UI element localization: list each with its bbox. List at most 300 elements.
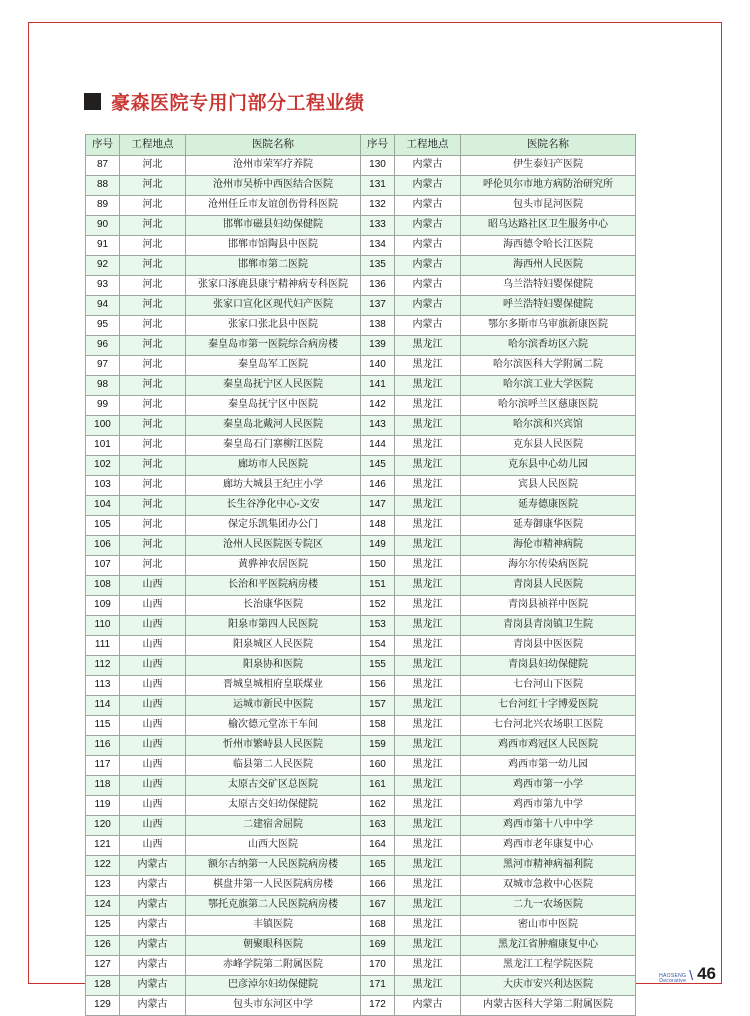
cell-no-left: 91 <box>86 236 120 256</box>
cell-no-right: 132 <box>361 196 395 216</box>
cell-no-right: 156 <box>361 676 395 696</box>
cell-location-left: 内蒙古 <box>120 856 186 876</box>
cell-location-right: 黑龙江 <box>395 716 461 736</box>
cell-location-left: 山西 <box>120 576 186 596</box>
cell-location-right: 黑龙江 <box>395 796 461 816</box>
footer-brand-line2: Decorative <box>659 978 687 984</box>
cell-location-left: 河北 <box>120 536 186 556</box>
cell-no-right: 137 <box>361 296 395 316</box>
cell-no-left: 118 <box>86 776 120 796</box>
cell-no-right: 151 <box>361 576 395 596</box>
cell-hospital-left: 阳泉市第四人民医院 <box>186 616 361 636</box>
cell-location-right: 黑龙江 <box>395 436 461 456</box>
cell-location-left: 内蒙古 <box>120 996 186 1016</box>
table-row <box>86 456 636 476</box>
footer-slash: \ <box>689 967 694 983</box>
cell-location-right: 黑龙江 <box>395 556 461 576</box>
cell-hospital-right: 青岗县中医医院 <box>461 636 636 656</box>
cell-location-left: 河北 <box>120 476 186 496</box>
cell-no-right: 154 <box>361 636 395 656</box>
cell-location-left: 河北 <box>120 356 186 376</box>
cell-no-right: 144 <box>361 436 395 456</box>
cell-location-left: 河北 <box>120 556 186 576</box>
table-row <box>86 236 636 256</box>
table-row <box>86 916 636 936</box>
cell-hospital-left: 张家口张北县中医院 <box>186 316 361 336</box>
cell-hospital-right: 哈尔滨和兴宾馆 <box>461 416 636 436</box>
cell-location-right: 黑龙江 <box>395 956 461 976</box>
cell-location-left: 内蒙古 <box>120 936 186 956</box>
table-row <box>86 216 636 236</box>
cell-no-left: 102 <box>86 456 120 476</box>
cell-location-right: 黑龙江 <box>395 376 461 396</box>
cell-location-right: 黑龙江 <box>395 576 461 596</box>
cell-location-left: 内蒙古 <box>120 896 186 916</box>
column-header-hospital-right: 医院名称 <box>461 135 636 156</box>
cell-hospital-left: 秦皇岛石门寨柳江医院 <box>186 436 361 456</box>
cell-hospital-left: 赤峰学院第二附属医院 <box>186 956 361 976</box>
cell-location-left: 山西 <box>120 816 186 836</box>
table-row <box>86 936 636 956</box>
cell-hospital-right: 包头市昆河医院 <box>461 196 636 216</box>
cell-location-left: 河北 <box>120 516 186 536</box>
cell-no-left: 128 <box>86 976 120 996</box>
cell-hospital-left: 廊坊市人民医院 <box>186 456 361 476</box>
cell-hospital-left: 邯郸市馆陶县中医院 <box>186 236 361 256</box>
cell-location-right: 黑龙江 <box>395 896 461 916</box>
cell-hospital-right: 海西德令哈长江医院 <box>461 236 636 256</box>
cell-hospital-right: 乌兰浩特妇婴保健院 <box>461 276 636 296</box>
cell-hospital-left: 山西大医院 <box>186 836 361 856</box>
cell-location-left: 河北 <box>120 256 186 276</box>
cell-location-left: 内蒙古 <box>120 916 186 936</box>
cell-no-right: 152 <box>361 596 395 616</box>
cell-location-right: 内蒙古 <box>395 256 461 276</box>
cell-no-left: 112 <box>86 656 120 676</box>
cell-no-right: 131 <box>361 176 395 196</box>
cell-no-right: 158 <box>361 716 395 736</box>
cell-no-left: 115 <box>86 716 120 736</box>
cell-location-right: 黑龙江 <box>395 936 461 956</box>
cell-no-right: 153 <box>361 616 395 636</box>
cell-no-left: 129 <box>86 996 120 1016</box>
cell-no-left: 109 <box>86 596 120 616</box>
cell-no-left: 121 <box>86 836 120 856</box>
cell-hospital-left: 秦皇岛军工医院 <box>186 356 361 376</box>
cell-no-left: 105 <box>86 516 120 536</box>
cell-hospital-right: 鸡西市鸡冠区人民医院 <box>461 736 636 756</box>
cell-location-right: 内蒙古 <box>395 196 461 216</box>
cell-no-left: 117 <box>86 756 120 776</box>
cell-location-left: 山西 <box>120 636 186 656</box>
cell-no-left: 94 <box>86 296 120 316</box>
table-row <box>86 596 636 616</box>
cell-hospital-left: 长治和平医院病房楼 <box>186 576 361 596</box>
cell-location-left: 山西 <box>120 656 186 676</box>
cell-location-left: 河北 <box>120 376 186 396</box>
table-row <box>86 996 636 1016</box>
cell-no-left: 101 <box>86 436 120 456</box>
cell-no-right: 155 <box>361 656 395 676</box>
cell-no-right: 157 <box>361 696 395 716</box>
table-row <box>86 736 636 756</box>
cell-location-left: 河北 <box>120 396 186 416</box>
cell-hospital-right: 哈尔滨香坊区六院 <box>461 336 636 356</box>
cell-location-right: 黑龙江 <box>395 856 461 876</box>
cell-hospital-left: 巴彦淖尔妇幼保健院 <box>186 976 361 996</box>
table-row <box>86 276 636 296</box>
cell-location-left: 内蒙古 <box>120 956 186 976</box>
cell-no-left: 114 <box>86 696 120 716</box>
cell-no-right: 145 <box>361 456 395 476</box>
cell-location-left: 河北 <box>120 196 186 216</box>
cell-hospital-right: 黑龙江工程学院医院 <box>461 956 636 976</box>
column-header-no-right: 序号 <box>361 135 395 156</box>
cell-hospital-right: 宾县人民医院 <box>461 476 636 496</box>
table-row <box>86 376 636 396</box>
cell-location-right: 黑龙江 <box>395 496 461 516</box>
cell-location-right: 黑龙江 <box>395 356 461 376</box>
cell-hospital-right: 青岗县青岗镇卫生院 <box>461 616 636 636</box>
cell-hospital-left: 太原古交妇幼保健院 <box>186 796 361 816</box>
table-row <box>86 796 636 816</box>
cell-no-right: 142 <box>361 396 395 416</box>
table-row <box>86 176 636 196</box>
cell-hospital-right: 黑龙江省肿瘤康复中心 <box>461 936 636 956</box>
table-row <box>86 156 636 176</box>
cell-no-left: 96 <box>86 336 120 356</box>
cell-location-left: 山西 <box>120 716 186 736</box>
cell-no-right: 170 <box>361 956 395 976</box>
cell-no-left: 87 <box>86 156 120 176</box>
table-row <box>86 536 636 556</box>
cell-hospital-right: 哈尔滨工业大学医院 <box>461 376 636 396</box>
page-number: 46 <box>697 964 716 983</box>
cell-location-left: 河北 <box>120 276 186 296</box>
cell-hospital-right: 克东县中心幼儿园 <box>461 456 636 476</box>
cell-hospital-right: 呼伦贝尔市地方病防治研究所 <box>461 176 636 196</box>
cell-no-left: 107 <box>86 556 120 576</box>
cell-hospital-left: 阳泉协和医院 <box>186 656 361 676</box>
cell-hospital-left: 张家口宣化区现代妇产医院 <box>186 296 361 316</box>
cell-location-right: 黑龙江 <box>395 396 461 416</box>
cell-no-left: 126 <box>86 936 120 956</box>
cell-location-right: 黑龙江 <box>395 736 461 756</box>
cell-hospital-left: 运城市新民中医院 <box>186 696 361 716</box>
cell-hospital-right: 青岗县祯祥中医院 <box>461 596 636 616</box>
cell-no-right: 160 <box>361 756 395 776</box>
cell-no-right: 147 <box>361 496 395 516</box>
cell-location-left: 河北 <box>120 336 186 356</box>
cell-hospital-left: 榆次德元堂冻干车间 <box>186 716 361 736</box>
cell-location-right: 黑龙江 <box>395 776 461 796</box>
cell-location-right: 黑龙江 <box>395 836 461 856</box>
cell-no-left: 120 <box>86 816 120 836</box>
table-row <box>86 416 636 436</box>
table-row <box>86 636 636 656</box>
cell-hospital-left: 秦皇岛北戴河人民医院 <box>186 416 361 436</box>
cell-hospital-left: 黄骅神农居医院 <box>186 556 361 576</box>
cell-location-right: 内蒙古 <box>395 236 461 256</box>
cell-hospital-right: 大庆市安兴利达医院 <box>461 976 636 996</box>
cell-location-right: 黑龙江 <box>395 596 461 616</box>
cell-no-right: 143 <box>361 416 395 436</box>
cell-hospital-left: 二建宿舍屈院 <box>186 816 361 836</box>
cell-hospital-right: 二九一农场医院 <box>461 896 636 916</box>
table-row <box>86 476 636 496</box>
cell-location-right: 内蒙古 <box>395 176 461 196</box>
cell-hospital-right: 伊生泰妇产医院 <box>461 156 636 176</box>
cell-hospital-left: 额尔古纳第一人民医院病房楼 <box>186 856 361 876</box>
cell-no-left: 90 <box>86 216 120 236</box>
cell-no-right: 141 <box>361 376 395 396</box>
cell-location-left: 河北 <box>120 216 186 236</box>
cell-location-left: 内蒙古 <box>120 876 186 896</box>
cell-no-left: 106 <box>86 536 120 556</box>
cell-hospital-left: 沧州任丘市友谊创伤骨科医院 <box>186 196 361 216</box>
column-header-location-left: 工程地点 <box>120 135 186 156</box>
table-row <box>86 716 636 736</box>
cell-hospital-left: 沧州人民医院医专院区 <box>186 536 361 556</box>
cell-no-left: 122 <box>86 856 120 876</box>
column-header-no-left: 序号 <box>86 135 120 156</box>
cell-no-left: 95 <box>86 316 120 336</box>
cell-no-right: 140 <box>361 356 395 376</box>
table-row <box>86 696 636 716</box>
table-row <box>86 776 636 796</box>
cell-location-right: 内蒙古 <box>395 156 461 176</box>
cell-no-right: 162 <box>361 796 395 816</box>
cell-hospital-right: 密山市中医院 <box>461 916 636 936</box>
page-title <box>84 88 365 115</box>
cell-hospital-right: 黑河市精神病福利院 <box>461 856 636 876</box>
cell-location-left: 山西 <box>120 796 186 816</box>
cell-location-left: 河北 <box>120 296 186 316</box>
cell-no-right: 164 <box>361 836 395 856</box>
performance-table <box>85 134 636 1016</box>
table-row <box>86 756 636 776</box>
table-row <box>86 496 636 516</box>
table-row <box>86 516 636 536</box>
table-row <box>86 676 636 696</box>
cell-hospital-right: 青岗县妇幼保健院 <box>461 656 636 676</box>
cell-hospital-left: 包头市东河区中学 <box>186 996 361 1016</box>
cell-no-left: 93 <box>86 276 120 296</box>
cell-location-right: 黑龙江 <box>395 696 461 716</box>
cell-no-left: 104 <box>86 496 120 516</box>
cell-no-left: 92 <box>86 256 120 276</box>
cell-location-right: 黑龙江 <box>395 456 461 476</box>
cell-location-left: 山西 <box>120 676 186 696</box>
cell-no-right: 159 <box>361 736 395 756</box>
table-row <box>86 856 636 876</box>
cell-hospital-right: 海伦市精神病院 <box>461 536 636 556</box>
cell-no-right: 139 <box>361 336 395 356</box>
cell-hospital-right: 哈尔滨呼兰区慈康医院 <box>461 396 636 416</box>
cell-hospital-right: 昭乌达路社区卫生服务中心 <box>461 216 636 236</box>
cell-no-left: 124 <box>86 896 120 916</box>
cell-no-left: 89 <box>86 196 120 216</box>
cell-location-right: 黑龙江 <box>395 636 461 656</box>
table-row <box>86 616 636 636</box>
cell-hospital-left: 忻州市繁峙县人民医院 <box>186 736 361 756</box>
cell-no-left: 123 <box>86 876 120 896</box>
cell-location-left: 山西 <box>120 616 186 636</box>
cell-hospital-left: 邯郸市磁县妇幼保健院 <box>186 216 361 236</box>
cell-hospital-right: 克东县人民医院 <box>461 436 636 456</box>
cell-no-right: 167 <box>361 896 395 916</box>
cell-hospital-right: 海尔尔传染病医院 <box>461 556 636 576</box>
cell-location-right: 黑龙江 <box>395 916 461 936</box>
cell-hospital-right: 内蒙古医科大学第二附属医院 <box>461 996 636 1016</box>
cell-location-right: 内蒙古 <box>395 296 461 316</box>
cell-location-left: 山西 <box>120 736 186 756</box>
cell-hospital-left: 保定乐凯集团办公门 <box>186 516 361 536</box>
table-row <box>86 816 636 836</box>
cell-hospital-left: 沧州市吴桥中西医结合医院 <box>186 176 361 196</box>
cell-location-right: 黑龙江 <box>395 516 461 536</box>
cell-no-right: 146 <box>361 476 395 496</box>
cell-no-right: 165 <box>361 856 395 876</box>
cell-hospital-left: 廊坊大城县王纪庄小学 <box>186 476 361 496</box>
table-row <box>86 576 636 596</box>
cell-no-left: 108 <box>86 576 120 596</box>
table-row <box>86 436 636 456</box>
cell-no-left: 110 <box>86 616 120 636</box>
cell-hospital-right: 呼兰浩特妇婴保健院 <box>461 296 636 316</box>
cell-no-right: 169 <box>361 936 395 956</box>
table-row <box>86 316 636 336</box>
cell-location-left: 河北 <box>120 176 186 196</box>
cell-no-right: 161 <box>361 776 395 796</box>
cell-location-right: 黑龙江 <box>395 656 461 676</box>
cell-hospital-left: 晋城皇城相府皇联煤业 <box>186 676 361 696</box>
cell-location-left: 河北 <box>120 496 186 516</box>
cell-hospital-right: 鄂尔多斯市乌审旗新康医院 <box>461 316 636 336</box>
cell-no-left: 88 <box>86 176 120 196</box>
cell-hospital-left: 阳泉城区人民医院 <box>186 636 361 656</box>
cell-hospital-right: 双城市急救中心医院 <box>461 876 636 896</box>
cell-no-right: 148 <box>361 516 395 536</box>
cell-location-left: 山西 <box>120 776 186 796</box>
cell-no-left: 127 <box>86 956 120 976</box>
cell-no-left: 103 <box>86 476 120 496</box>
cell-hospital-left: 长生谷净化中心-文安 <box>186 496 361 516</box>
title-bullet-icon <box>84 93 101 110</box>
table-row <box>86 356 636 376</box>
cell-no-right: 133 <box>361 216 395 236</box>
cell-no-right: 172 <box>361 996 395 1016</box>
table-row <box>86 336 636 356</box>
table-row <box>86 896 636 916</box>
table-row <box>86 396 636 416</box>
cell-no-right: 130 <box>361 156 395 176</box>
column-header-location-right: 工程地点 <box>395 135 461 156</box>
cell-no-left: 100 <box>86 416 120 436</box>
cell-hospital-right: 青岗县人民医院 <box>461 576 636 596</box>
cell-no-left: 99 <box>86 396 120 416</box>
table-row <box>86 876 636 896</box>
cell-no-right: 166 <box>361 876 395 896</box>
cell-location-right: 黑龙江 <box>395 756 461 776</box>
cell-location-left: 山西 <box>120 596 186 616</box>
cell-hospital-right: 鸡西市第十八中中学 <box>461 816 636 836</box>
cell-location-right: 黑龙江 <box>395 676 461 696</box>
page-title-text: 豪森医院专用门部分工程业绩 <box>111 93 365 114</box>
column-header-hospital-left: 医院名称 <box>186 135 361 156</box>
cell-location-right: 内蒙古 <box>395 216 461 236</box>
cell-location-right: 黑龙江 <box>395 816 461 836</box>
cell-no-right: 136 <box>361 276 395 296</box>
cell-hospital-left: 邯郸市第二医院 <box>186 256 361 276</box>
table-row <box>86 296 636 316</box>
cell-location-left: 河北 <box>120 456 186 476</box>
cell-no-right: 149 <box>361 536 395 556</box>
cell-hospital-left: 鄂托克旗第二人民医院病房楼 <box>186 896 361 916</box>
cell-hospital-right: 鸡西市第九中学 <box>461 796 636 816</box>
cell-location-right: 黑龙江 <box>395 976 461 996</box>
cell-hospital-left: 秦皇岛抚宁区人民医院 <box>186 376 361 396</box>
cell-no-right: 168 <box>361 916 395 936</box>
cell-hospital-left: 棋盘井第一人民医院病房楼 <box>186 876 361 896</box>
table-row <box>86 976 636 996</box>
cell-location-left: 山西 <box>120 696 186 716</box>
page-footer <box>659 964 716 984</box>
cell-hospital-right: 七台河山下医院 <box>461 676 636 696</box>
cell-no-right: 134 <box>361 236 395 256</box>
cell-hospital-left: 张家口涿鹿县康宁精神病专科医院 <box>186 276 361 296</box>
table-row <box>86 256 636 276</box>
cell-no-left: 113 <box>86 676 120 696</box>
cell-location-right: 黑龙江 <box>395 336 461 356</box>
cell-hospital-left: 朝聚眼科医院 <box>186 936 361 956</box>
cell-location-left: 内蒙古 <box>120 976 186 996</box>
table-body <box>86 156 636 1016</box>
cell-location-left: 山西 <box>120 756 186 776</box>
cell-no-right: 163 <box>361 816 395 836</box>
cell-no-right: 138 <box>361 316 395 336</box>
cell-location-left: 山西 <box>120 836 186 856</box>
cell-no-right: 171 <box>361 976 395 996</box>
cell-no-left: 125 <box>86 916 120 936</box>
table-row <box>86 556 636 576</box>
cell-no-left: 116 <box>86 736 120 756</box>
cell-location-left: 河北 <box>120 316 186 336</box>
cell-location-right: 黑龙江 <box>395 476 461 496</box>
cell-hospital-right: 七台河北兴农场职工医院 <box>461 716 636 736</box>
cell-hospital-right: 鸡西市第一幼儿园 <box>461 756 636 776</box>
cell-hospital-right: 哈尔滨医科大学附属二院 <box>461 356 636 376</box>
cell-location-left: 河北 <box>120 436 186 456</box>
cell-location-right: 内蒙古 <box>395 276 461 296</box>
footer-brand <box>659 974 686 984</box>
cell-no-left: 97 <box>86 356 120 376</box>
cell-location-right: 黑龙江 <box>395 416 461 436</box>
cell-no-left: 111 <box>86 636 120 656</box>
cell-hospital-right: 海西州人民医院 <box>461 256 636 276</box>
cell-hospital-left: 秦皇岛市第一医院综合病房楼 <box>186 336 361 356</box>
cell-hospital-left: 沧州市荣军疗养院 <box>186 156 361 176</box>
cell-location-right: 黑龙江 <box>395 616 461 636</box>
table-row <box>86 196 636 216</box>
cell-hospital-right: 延寿御康华医院 <box>461 516 636 536</box>
cell-location-left: 河北 <box>120 236 186 256</box>
cell-hospital-left: 秦皇岛抚宁区中医院 <box>186 396 361 416</box>
cell-hospital-left: 丰镇医院 <box>186 916 361 936</box>
cell-hospital-right: 七台河红十字博爱医院 <box>461 696 636 716</box>
cell-hospital-right: 延寿德康医院 <box>461 496 636 516</box>
performance-table-wrapper <box>85 134 636 1016</box>
